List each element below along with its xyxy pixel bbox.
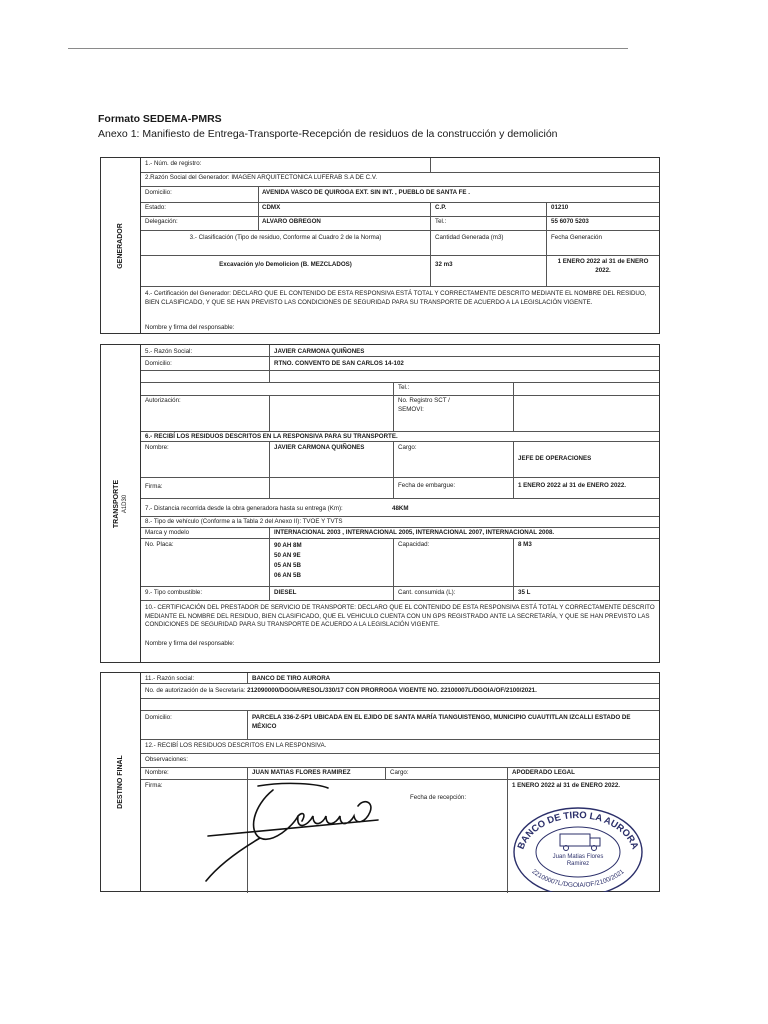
generador-section: [100, 157, 660, 334]
cantidad-label: Cantidad Generada (m3): [435, 234, 504, 241]
combustible-label: 9.- Tipo combustible:: [145, 589, 203, 596]
truck-icon: [560, 834, 600, 851]
capacidad-value: 8 M3: [518, 541, 532, 548]
company-stamp: [508, 800, 648, 892]
transporte-cargo-value: JEFE DE OPERACIONES: [518, 455, 592, 462]
transporte-certificacion: 10.- CERTIFICACIÓN DEL PRESTADOR DE SERVICIO DE TRANSPORTE: DECLARO QUE EL CONTENIDO DE ESTA RESPONSIVA ESTÁ TOTAL Y CORRECTAMENTE DESCRITO MEDIANTE EL NOMBRE DEL RESIDUO, BIEN CLASIFICADO, QUE EL VEHICULO CUENTA CON UN GPS REGISTRADO ANTE LA SECRETARÍA, Y QUE SE HAN PREVISTO LAS CONDICIONES DE SEGURIDAD PARA SU TRANSPORTE DE ACUERDO A LA LEGISLACIÓN VIGENTE.: [145, 604, 655, 628]
recepcion-value: 1 ENERO 2022 al 31 de ENERO 2022.: [512, 782, 620, 789]
destino-nombre-label: Nombre:: [145, 769, 169, 776]
marca-label: Marca y modelo: [145, 529, 190, 536]
transporte-firma-label: Firma:: [145, 483, 163, 490]
transporte-razon-label: 5.- Razón Social:: [145, 348, 193, 355]
placa-value-3: 05 AN 5B: [274, 562, 301, 569]
stamp-name-1: Juan Matias Flores: [552, 854, 604, 860]
transporte-recibi: 6.- RECIBÍ LOS RESIDUOS DESCRITOS EN LA RESPONSIVA PARA SU TRANSPORTE.: [145, 433, 398, 440]
embarque-label: Fecha de embargue:: [398, 482, 456, 489]
domicilio-label: Domicilio:: [145, 189, 172, 196]
destino-domicilio-value: PARCELA 336-Z-5P1 UBICADA EN EL EJIDO DE SANTA MARÍA TIANGUISTENGO, MUNICIPIO CUAUTITLAN IZCALLI ESTADO DE MÉXICO: [252, 714, 631, 730]
generador-label-cell: [101, 158, 141, 333]
cp-label: C.P.: [435, 204, 447, 211]
transporte-cargo-label: Cargo:: [398, 444, 417, 451]
fecha-generacion-value: 1 ENERO 2022 al 31 de ENERO 2022.: [557, 258, 649, 274]
tipo-vehiculo: 8.- Tipo de vehículo (Conforme a la Tabla 2 del Anexo II): TVOE Y TVTS: [145, 518, 343, 525]
delegacion-label: Delegación:: [145, 218, 178, 225]
transporte-label: TRANSPORTE A1D30: [112, 479, 128, 528]
placa-value-4: 06 AN 5B: [274, 572, 301, 579]
delegacion-value: ALVARO OBREGON: [262, 218, 321, 225]
marca-value: INTERNACIONAL 2003 , INTERNACIONAL 2005, INTERNACIONAL 2007, INTERNACIONAL 2008.: [274, 529, 555, 536]
destino-razon-value: BANCO DE TIRO AURORA: [252, 675, 331, 682]
estado-value: CDMX: [262, 204, 281, 211]
destino-autorizacion: [142, 686, 660, 697]
generador-certificacion: 4.- Certificación del Generador: DECLARO QUE EL CONTENIDO DE ESTA RESPONSIVA ESTÁ TOTAL Y CORRECTAMENTE DESCRITO MEDIANTE EL NOMBRE DEL RESIDUO, BIEN CLASIFICADO, Y QUE SE HAN PREVISTO LAS CONDICIONES DE SEGURIDAD PARA SU TRANSPORTE DE ACUERDO A LA LEGISLACIÓN VIGENTE.: [145, 290, 647, 306]
tel-label: Tel.:: [435, 218, 447, 225]
top-rule: [68, 48, 628, 49]
form-title: Formato SEDEMA-PMRS: [98, 113, 222, 125]
distancia-value: 48KM: [392, 505, 409, 512]
destino-label-cell: [101, 673, 141, 891]
transporte-nombre-label: Nombre:: [145, 444, 169, 451]
transporte-nombre-value: JAVIER CARMONA QUIÑONES: [274, 444, 365, 451]
fecha-generacion-label: Fecha Generación: [551, 234, 602, 241]
cantidad-value: 32 m3: [435, 261, 453, 268]
transporte-section: [100, 344, 660, 663]
destino-firma-label: Firma:: [145, 782, 163, 789]
form-subtitle: Anexo 1: Manifiesto de Entrega-Transporte-Recepción de residuos de la construcción y demolición: [98, 128, 558, 140]
destino-cargo-label: Cargo:: [390, 769, 409, 776]
clasificacion-label: 3.- Clasificación (Tipo de residuo, Conforme al Cuadro 2 de la Norma): [189, 234, 382, 241]
transporte-firma-responsable: Nombre y firma del responsable:: [145, 640, 235, 647]
clasificacion-value: Excavación y/o Demolicion (B. MEZCLADOS): [219, 261, 352, 268]
destino-domicilio-label: Domicilio:: [145, 714, 172, 721]
distancia-label: 7.- Distancia recorrida desde la obra generadora hasta su entrega (Km):: [145, 505, 343, 512]
destino-cargo-value: APODERADO LEGAL: [512, 769, 575, 776]
transporte-tel-label: Tel.:: [398, 384, 410, 391]
generador-razon: 2.Razón Social del Generador: IMAGEN ARQUITECTONICA LUFERAB S.A DE C.V.: [145, 174, 378, 181]
consumida-value: 35 L: [518, 589, 531, 596]
stamp-bottom-text: 22100007L/DGOIA/OF/2100/2021: [530, 868, 626, 890]
consumida-label: Cant. consumida (L):: [398, 589, 456, 596]
generador-label: GENERADOR: [116, 222, 124, 269]
stamp-top-text: BANCO DE TIRO LA AURORA: [515, 809, 641, 852]
combustible-value: DIESEL: [274, 589, 297, 596]
transporte-razon-value: JAVIER CARMONA QUIÑONES: [274, 348, 365, 355]
transporte-domicilio-label: Domicilio:: [145, 360, 172, 367]
transporte-label-cell: [101, 345, 141, 662]
generador-firma-label: Nombre y firma del responsable:: [145, 324, 235, 331]
stamp-name-2: Ramirez: [566, 861, 590, 867]
transporte-domicilio-value: RTNO. CONVENTO DE SAN CARLOS 14-102: [274, 360, 404, 367]
destino-nombre-value: JUAN MATIAS FLORES RAMIREZ: [252, 769, 351, 776]
domicilio-value: AVENIDA VASCO DE QUIROGA EXT. SIN INT. , PUEBLO DE SANTA FE .: [262, 189, 470, 196]
tel-value: 55 6070 5203: [551, 218, 589, 225]
destino-autorizacion-label: No. de autorización de la Secretaría:: [145, 687, 246, 694]
destino-recibi: 12.- RECIBÍ LOS RESIDUOS DESCRITOS EN LA RESPONSIVA.: [145, 742, 327, 749]
recepcion-label: Fecha de recepción:: [410, 794, 467, 801]
embarque-value: 1 ENERO 2022 al 31 de ENERO 2022.: [518, 482, 626, 489]
destino-label: DESTINO FINAL: [116, 755, 124, 809]
registro-sct-label: No. Registro SCT / SEMOVI:: [398, 397, 450, 413]
destino-razon-label: 11.- Razón social:: [145, 675, 195, 682]
placa-value-2: 50 AN 9E: [274, 552, 301, 559]
estado-label: Estado:: [145, 204, 166, 211]
autorizacion-label: Autorización:: [145, 397, 181, 404]
cp-value: 01210: [551, 204, 569, 211]
handwritten-signature: [198, 776, 388, 886]
observaciones-label: Observaciones:: [145, 756, 188, 763]
placa-value-1: 90 AH 8M: [274, 542, 302, 549]
placa-label: No. Placa:: [145, 541, 174, 548]
capacidad-label: Capacidad:: [398, 541, 430, 548]
registro-label: 1.- Núm. de registro:: [145, 160, 202, 167]
destino-autorizacion-value: 212090000/DGOIA/RESOL/330/17 CON PRORROGA VIGENTE NO. 22100007L/DGOIA/OF/2100/2021.: [247, 687, 537, 694]
